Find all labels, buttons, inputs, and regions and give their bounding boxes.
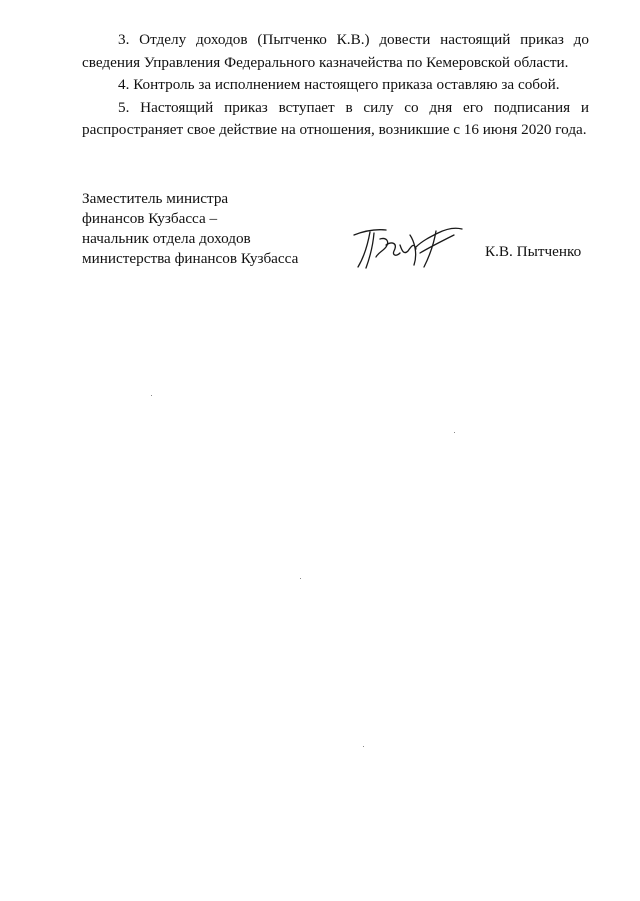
signatory-title-line-2: финансов Кузбасса – <box>82 210 218 227</box>
document-body <box>82 29 589 142</box>
handwritten-signature <box>350 223 468 271</box>
paragraph-5: 5. Настоящий приказ вступает в силу со дня его подписания и распространяет свое действие на отношения, возникшие с 16 июня 2020 года. <box>82 98 589 138</box>
scan-speck <box>363 746 364 747</box>
signatory-title-line-4: министерства финансов Кузбасса <box>82 250 299 267</box>
paragraph-3: 3. Отделу доходов (Пытченко К.В.) довести настоящий приказ до сведения Управления Федерального казначейства по Кемеровской области. <box>82 31 589 71</box>
signatory-title-line-1: Заместитель министра <box>82 190 229 207</box>
signatory-name: К.В. Пытченко <box>485 243 582 260</box>
scan-speck <box>151 395 152 396</box>
scan-speck <box>454 432 455 433</box>
signatory-title-line-3: начальник отдела доходов <box>82 230 251 247</box>
paragraph-4: 4. Контроль за исполнением настоящего приказа оставляю за собой. <box>118 76 560 93</box>
signatory-title <box>82 189 322 269</box>
scan-speck <box>300 578 301 579</box>
